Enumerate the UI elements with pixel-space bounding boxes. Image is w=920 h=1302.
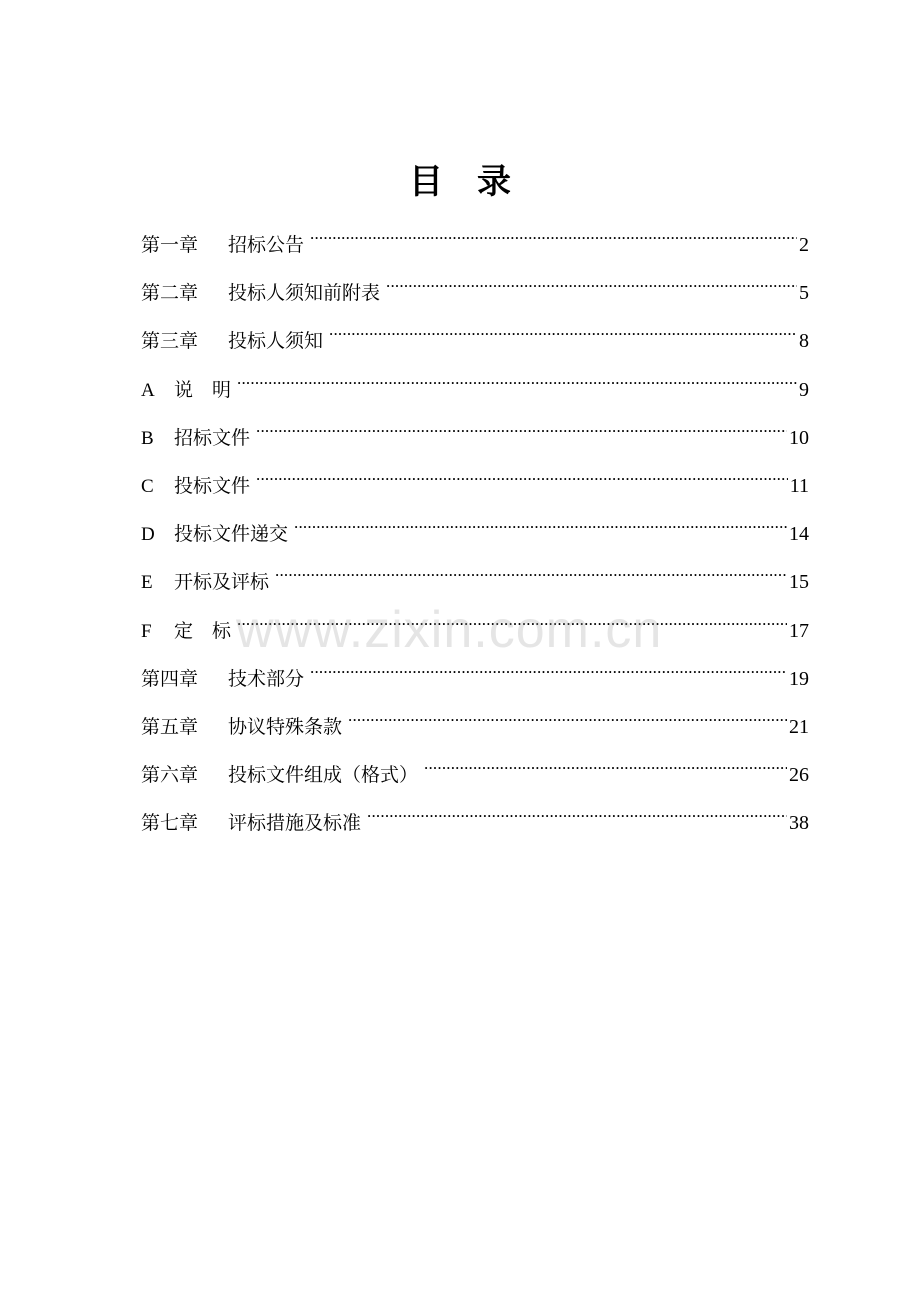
toc-entry-leader-dots	[310, 645, 787, 685]
toc-entry-leader-dots	[386, 259, 797, 299]
toc-entry-page-number: 5	[799, 282, 809, 305]
toc-entry-label	[141, 466, 250, 507]
toc-entry-title: 协议特殊条款	[228, 715, 343, 738]
toc-entry-leader-dots	[367, 789, 787, 829]
toc-entry-number: E	[141, 572, 153, 594]
toc-entry[interactable]	[141, 548, 809, 596]
toc-entry-number: A	[141, 379, 155, 401]
toc-entry[interactable]	[141, 500, 809, 548]
toc-entry[interactable]	[141, 356, 809, 404]
toc-title	[0, 158, 920, 206]
toc-entry-leader-dots	[275, 548, 787, 588]
toc-entry-label	[141, 611, 231, 652]
toc-entry-title: 开标及评标	[174, 571, 270, 594]
toc-entry-title: 说 明	[174, 378, 232, 401]
toc-entry-number: 第五章	[141, 715, 199, 738]
toc-entry-number: 第三章	[141, 330, 199, 353]
toc-entry-leader-dots	[256, 404, 787, 444]
toc-entry-page-number: 15	[789, 571, 809, 594]
toc-title-char-2: 录	[477, 162, 511, 202]
toc-entry-leader-dots	[310, 211, 797, 251]
toc-entry-title: 技术部分	[228, 667, 305, 690]
toc-entry-number: F	[141, 620, 152, 642]
toc-entry-title: 投标人须知	[228, 330, 324, 353]
toc-entry-page-number: 21	[789, 715, 809, 738]
toc-entry-page-number: 2	[799, 234, 809, 256]
toc-entry[interactable]	[141, 452, 809, 500]
toc-entry-number: 第二章	[141, 282, 199, 305]
toc-entry-leader-dots	[237, 597, 787, 637]
toc-entry[interactable]	[141, 741, 809, 789]
toc-entry-page-number: 11	[789, 474, 809, 497]
toc-entry-leader-dots	[294, 500, 787, 540]
toc-entry[interactable]	[141, 789, 809, 837]
toc-entry-number: 第一章	[141, 234, 199, 256]
toc-entry-page-number: 38	[789, 812, 809, 835]
toc-entry-title: 投标人须知前附表	[228, 282, 381, 305]
toc-entry-title: 投标文件	[174, 474, 251, 497]
toc-entry-title: 定 标	[174, 619, 232, 642]
toc-entry-number: 第七章	[141, 812, 199, 835]
toc-entry-leader-dots	[424, 741, 787, 781]
toc-entry-label	[141, 370, 231, 411]
toc-entry[interactable]	[141, 645, 809, 693]
toc-entry-leader-dots	[237, 356, 797, 396]
toc-entry-number: C	[141, 475, 154, 497]
toc-entry-label	[141, 225, 304, 265]
toc-entry[interactable]	[141, 404, 809, 452]
toc-entry-title: 招标公告	[228, 234, 305, 256]
toc-entry-leader-dots	[256, 452, 788, 492]
toc-entry-number: D	[141, 524, 155, 546]
watermark: www.zixin.com.cn	[236, 601, 663, 659]
toc-entry-label	[141, 707, 342, 747]
toc-entry-page-number: 9	[799, 378, 809, 401]
toc-entry-label	[141, 514, 288, 555]
toc-entry-title: 投标文件组成（格式）	[228, 764, 419, 787]
toc-entry-page-number: 19	[789, 667, 809, 690]
toc-entry-title: 投标文件递交	[174, 523, 289, 546]
toc-entry-label	[141, 659, 304, 699]
toc-title-char-1: 目	[409, 162, 443, 202]
toc-entry-label	[141, 803, 361, 843]
toc-entry[interactable]	[141, 211, 809, 259]
toc-entry-number: 第四章	[141, 667, 199, 690]
toc-entry-page-number: 8	[799, 330, 809, 353]
toc-entry-page-number: 17	[789, 619, 809, 642]
toc-entry-page-number: 14	[789, 523, 809, 546]
toc-entry-title: 招标文件	[174, 426, 251, 449]
toc-entry[interactable]	[141, 259, 809, 307]
toc-entry-page-number: 26	[789, 764, 809, 787]
toc-entry-leader-dots	[348, 693, 787, 733]
toc-entry[interactable]	[141, 307, 809, 355]
toc-entry-number: B	[141, 427, 154, 449]
toc-entry[interactable]	[141, 693, 809, 741]
toc-entry-title: 评标措施及标准	[228, 812, 362, 835]
toc-entry-page-number: 10	[789, 426, 809, 449]
toc-entry[interactable]	[141, 597, 809, 645]
toc-list	[141, 211, 809, 837]
toc-entry-number: 第六章	[141, 764, 199, 787]
toc-entry-label	[141, 418, 250, 459]
toc-entry-leader-dots	[329, 307, 797, 347]
